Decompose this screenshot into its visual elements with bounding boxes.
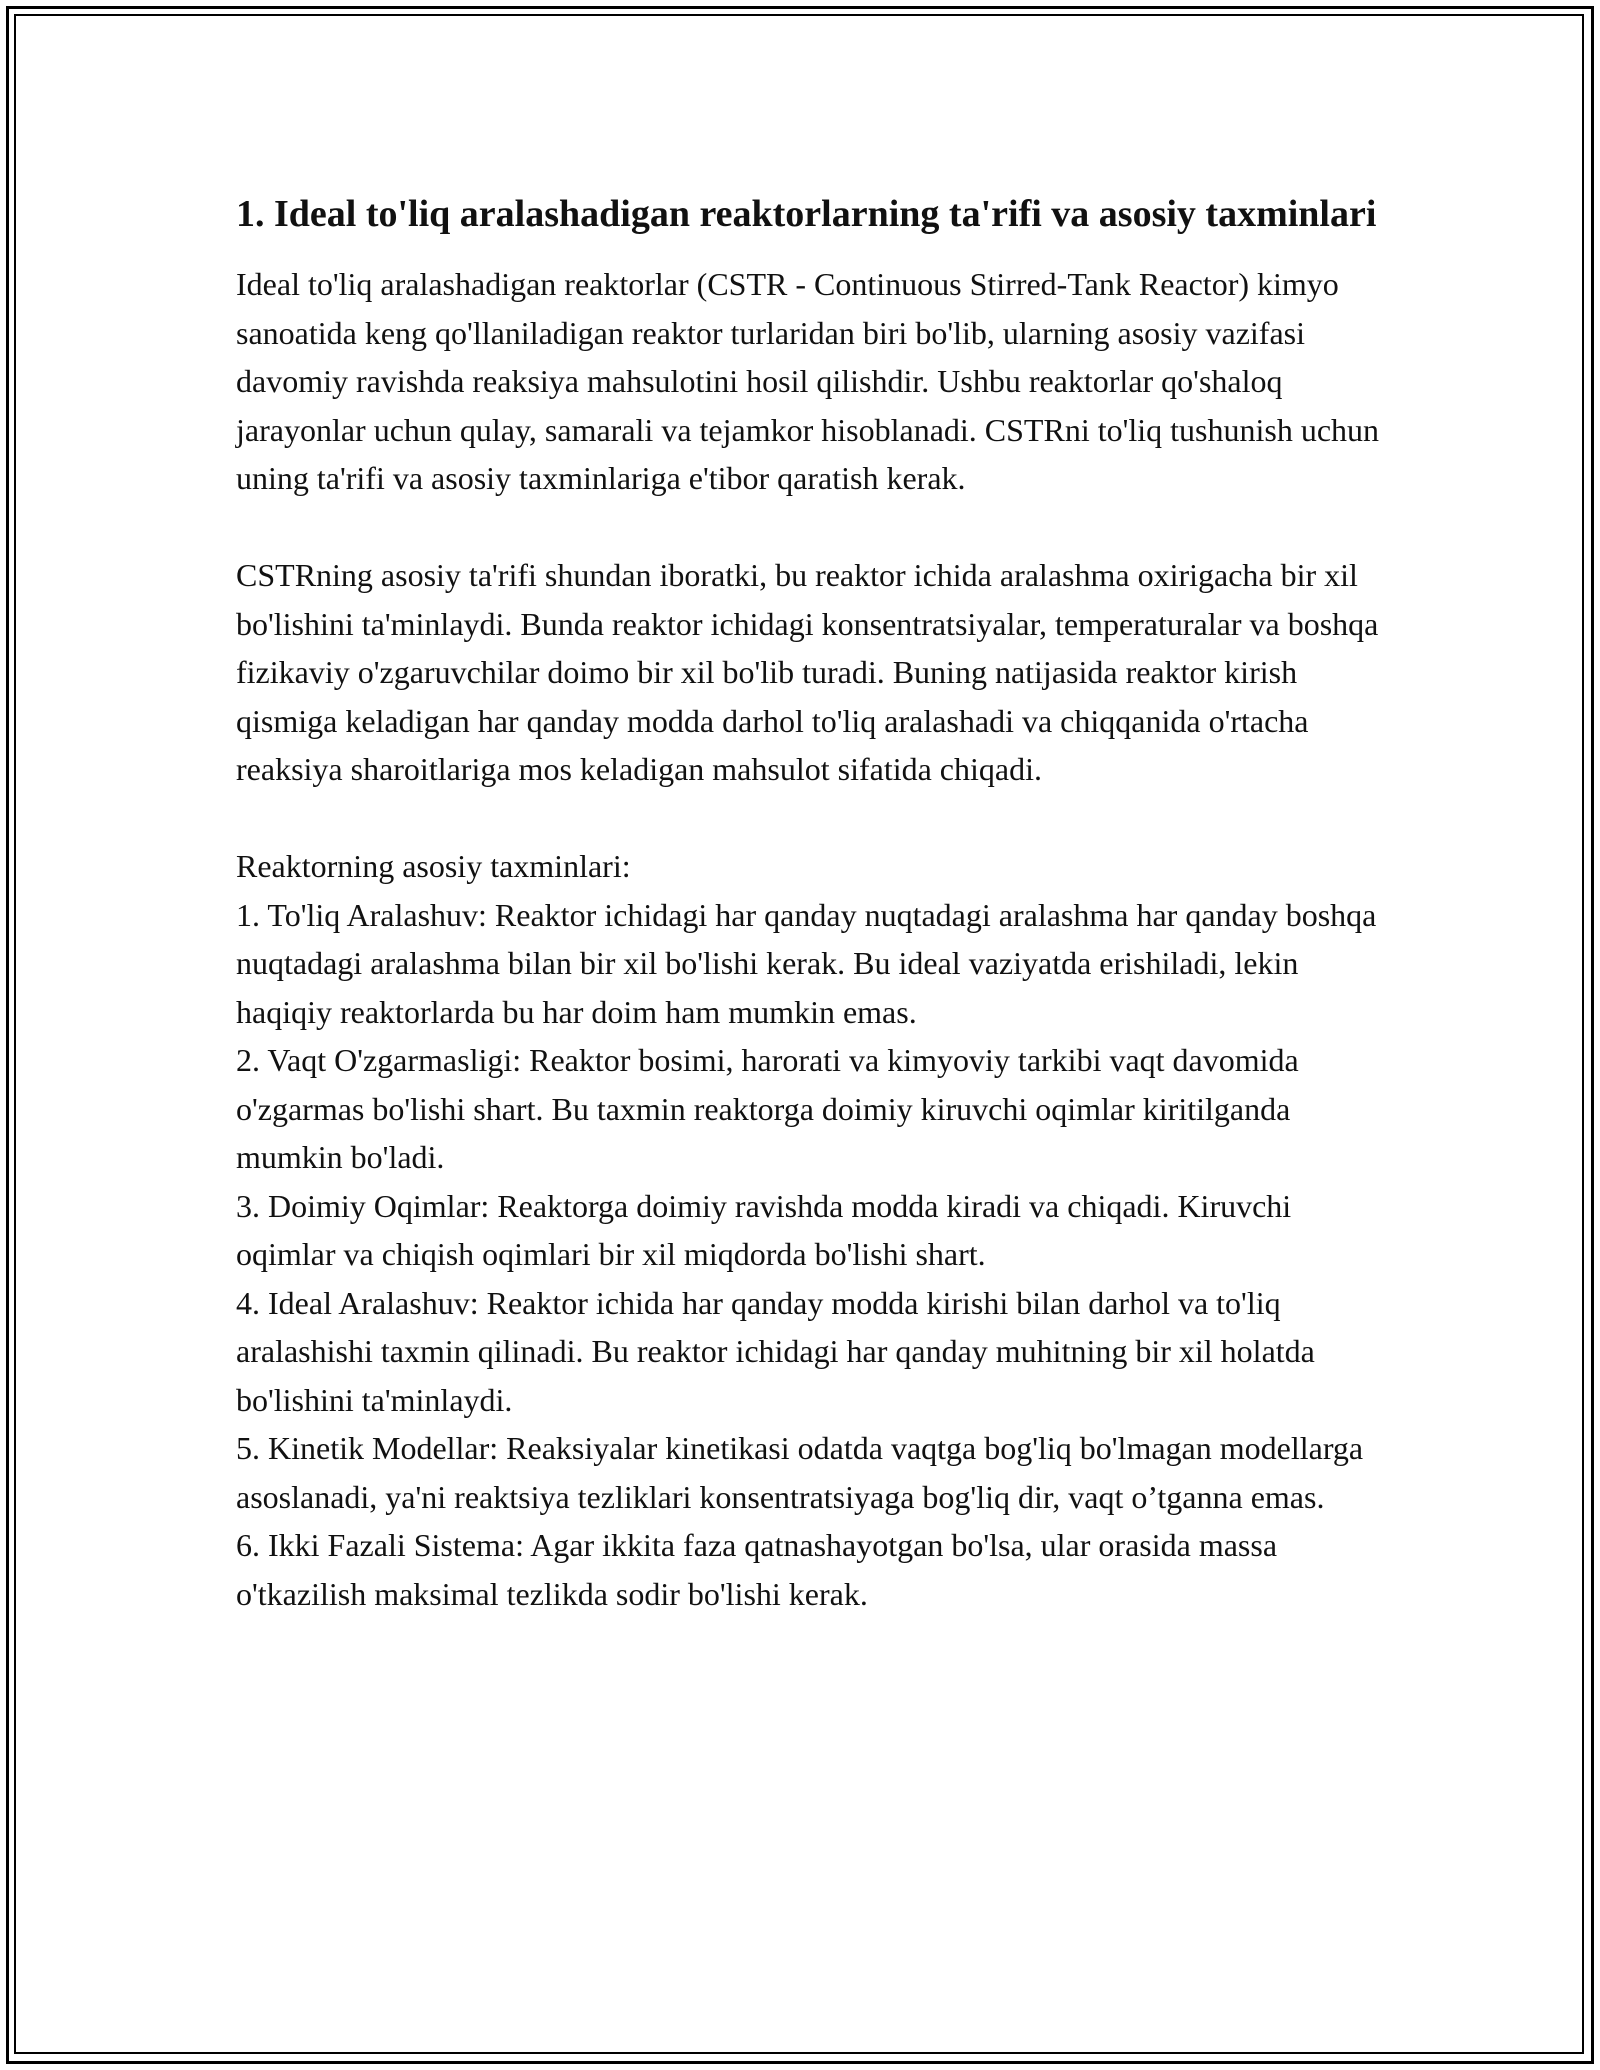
- assumptions-list: [236, 842, 1386, 1618]
- list-item: 4. Ideal Aralashuv: Reaktor ichida har qanday modda kirishi bilan darhol va to'liq aralashishi taxmin qilinadi. Bu reaktor ichidagi har qanday muhitning bir xil holatda bo'lishini ta'minlaydi.: [236, 1284, 1315, 1418]
- paragraph-definition: CSTRning asosiy ta'rifi shundan iboratki, bu reaktor ichida aralashma oxirigacha bir xil bo'lishini ta'minlaydi. Bunda reaktor ichidagi konsentratsiyalar, temperaturalar va boshqa fizikaviy o'zgaruvchilar doimo bir xil bo'lib turadi. Buning natijasida reaktor kirish qismiga keladigan har qanday modda darhol to'liq aralashadi va chiqqanida o'rtacha reaksiya sharoitlariga mos keladigan mahsulot sifatida chiqadi.: [236, 557, 1379, 787]
- list-item: 2. Vaqt O'zgarmasligi: Reaktor bosimi, harorati va kimyoviy tarkibi vaqt davomida o'zgarmas bo'lishi shart. Bu taxmin reaktorga doimiy kiruvchi oqimlar kiritilganda mumkin bo'ladi.: [236, 1042, 1299, 1175]
- list-item: 1. To'liq Aralashuv: Reaktor ichidagi har qanday nuqtadagi aralashma har qanday boshqa nuqtadagi aralashma bilan bir xil bo'lishi kerak. Bu ideal vaziyatda erishiladi, lekin haqiqiy reaktorlarda bu har doim ham mumkin emas.: [236, 896, 1377, 1030]
- list-item: 6. Ikki Fazali Sistema: Agar ikkita faza qatnashayotgan bo'lsa, ular orasida massa o'tkazilish maksimal tezlikda sodir bo'lishi kerak.: [236, 1527, 1278, 1612]
- paragraph-intro: Ideal to'liq aralashadigan reaktorlar (CSTR - Continuous Stirred-Tank Reactor) kimyo sanoatida keng qo'llaniladigan reaktor turlaridan biri bo'lib, ularning asosiy vazifasi davomiy ravishda reaksiya mahsulotini hosil qilishdir. Ushbu reaktorlar qo'shaloq jarayonlar uchun qulay, samarali va tejamkor hisoblanadi. CSTRni to'liq tushunish uchun uning ta'rifi va asosiy taxminlariga e'tibor qaratish kerak.: [236, 266, 1380, 496]
- list-intro: Reaktorning asosiy taxminlari:: [236, 848, 631, 884]
- list-item: 3. Doimiy Oqimlar: Reaktorga doimiy ravishda modda kiradi va chiqadi. Kiruvchi oqimlar va chiqish oqimlari bir xil miqdorda bo'lishi shart.: [236, 1187, 1292, 1272]
- list-item: 5. Kinetik Modellar: Reaksiyalar kinetikasi odatda vaqtga bog'liq bo'lmagan modellarga asoslanadi, ya'ni reaktsiya tezliklari konsentratsiyaga bog'liq dir, vaqt o’tganna emas.: [236, 1430, 1364, 1515]
- section-heading: 1. Ideal to'liq aralashadigan reaktorlarning ta'rifi va asosiy taxminlari: [236, 193, 1377, 235]
- document-body: [236, 186, 1386, 1618]
